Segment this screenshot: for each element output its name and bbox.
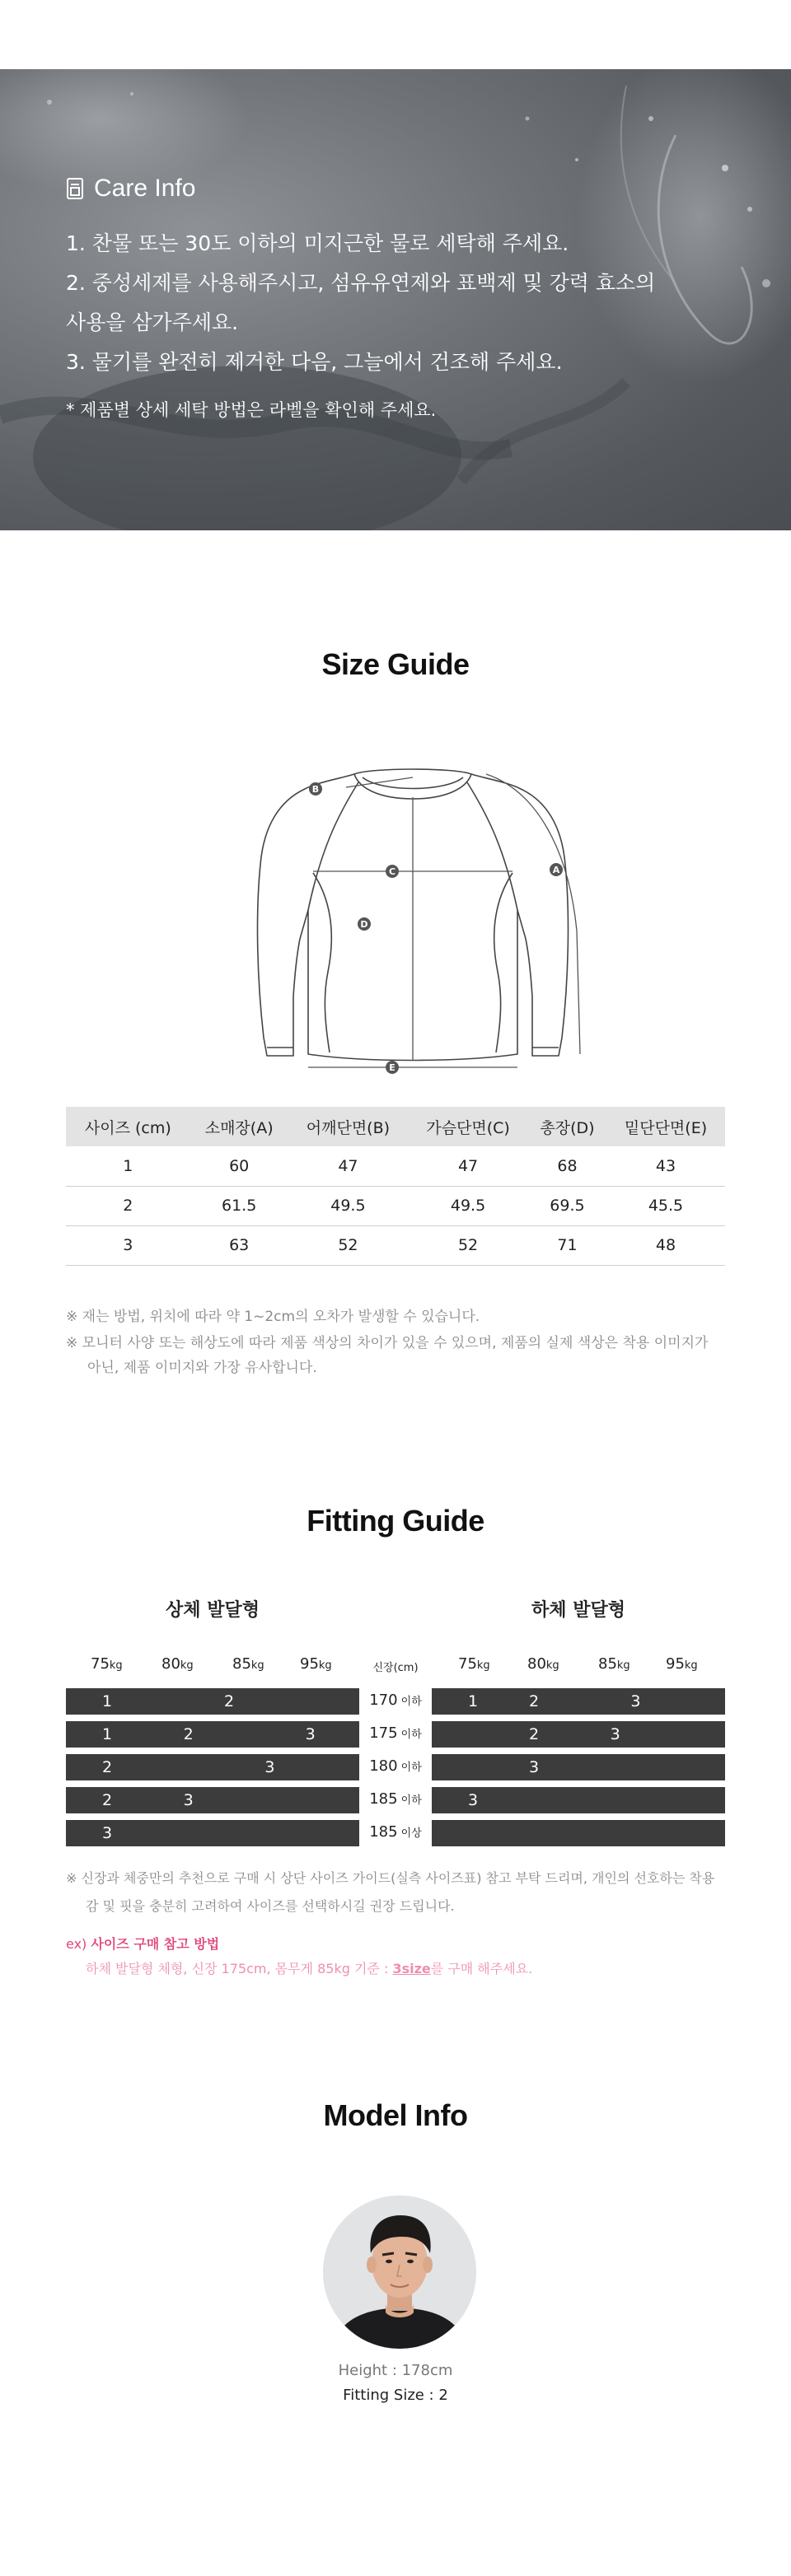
lower-body-label: 하체 발달형 xyxy=(531,1600,625,1621)
care-note: * 제품별 상세 세탁 방법은 라벨을 확인해 주세요. xyxy=(66,400,437,420)
size-cell: 49.5 xyxy=(288,1186,408,1225)
size-cell: 45.5 xyxy=(606,1186,725,1225)
fitting-bar xyxy=(432,1721,725,1748)
weight-header: 80kg xyxy=(161,1655,194,1673)
fitting-size-label: 2 xyxy=(183,1725,194,1743)
size-col-header: 밑단단면(E) xyxy=(606,1107,725,1146)
model-avatar xyxy=(323,2196,476,2349)
weight-header: 95kg xyxy=(666,1655,698,1673)
size-cell: 48 xyxy=(606,1225,725,1265)
size-cell: 63 xyxy=(190,1225,288,1265)
weight-header: 75kg xyxy=(91,1655,123,1673)
table-row xyxy=(66,1225,725,1265)
model-height: Height : 178cm xyxy=(338,2362,453,2379)
size-cell: 47 xyxy=(408,1146,528,1186)
size-cell: 1 xyxy=(66,1146,190,1186)
size-notes xyxy=(66,1304,725,1382)
size-guide-title: Size Guide xyxy=(321,647,470,681)
size-table xyxy=(66,1107,725,1266)
size-cell: 68 xyxy=(528,1146,606,1186)
fitting-size-label: 2 xyxy=(529,1692,540,1710)
height-column-header: 신장(cm) xyxy=(372,1662,419,1674)
example-title: ex) 사이즈 구매 참고 방법 xyxy=(66,1936,220,1952)
fitting-size-label: 3 xyxy=(630,1692,641,1710)
fitting-size-label: 1 xyxy=(102,1725,113,1743)
diagram-label-a: A xyxy=(552,865,560,875)
size-col-header: 사이즈 (cm) xyxy=(66,1107,190,1146)
fitting-size-label: 2 xyxy=(102,1791,113,1809)
size-cell: 61.5 xyxy=(190,1186,288,1225)
table-row xyxy=(66,1186,725,1225)
fitting-size-label: 1 xyxy=(102,1692,113,1710)
fitting-size-label: 3 xyxy=(305,1725,316,1743)
fitting-size-label: 2 xyxy=(102,1758,113,1776)
weight-header: 85kg xyxy=(232,1655,264,1673)
weight-header: 95kg xyxy=(300,1655,332,1673)
diagram-label-c: C xyxy=(388,866,396,877)
size-cell: 69.5 xyxy=(528,1186,606,1225)
model-fitting-size: Fitting Size : 2 xyxy=(343,2387,448,2404)
size-cell: 52 xyxy=(288,1225,408,1265)
care-info-title: Care Info xyxy=(94,175,196,202)
care-info-heading xyxy=(66,175,195,203)
care-instructions xyxy=(66,224,655,382)
garment-measurement-diagram xyxy=(239,749,585,1087)
diagram-label-e: E xyxy=(389,1062,396,1073)
size-cell: 49.5 xyxy=(408,1186,528,1225)
upper-body-label: 상체 발달형 xyxy=(166,1600,260,1621)
fitting-note xyxy=(66,1864,725,1920)
size-col-header: 어깨단면(B) xyxy=(288,1107,408,1146)
fitting-bar xyxy=(432,1754,725,1780)
fitting-size-label: 3 xyxy=(264,1758,275,1776)
height-label: 175 이하 xyxy=(369,1724,422,1742)
fitting-guide-title: Fitting Guide xyxy=(307,1504,484,1538)
fitting-size-label: 3 xyxy=(183,1791,194,1809)
example-text: 하체 발달형 체형, 신장 175cm, 몸무게 85kg 기준 : 3size를 구매 해주세요. xyxy=(86,1961,533,1976)
care-line: 2. 중성세제를 사용해주시고, 섬유유연제와 표백제 및 강력 효소의 xyxy=(66,271,656,295)
size-cell: 47 xyxy=(288,1146,408,1186)
height-label: 185 이상 xyxy=(369,1823,422,1841)
fitting-size-label: 3 xyxy=(468,1791,479,1809)
fitting-size-label: 3 xyxy=(529,1758,540,1776)
height-label: 180 이하 xyxy=(369,1757,422,1775)
size-purchase-example xyxy=(66,1932,532,1981)
size-cell: 71 xyxy=(528,1225,606,1265)
fitting-bar xyxy=(432,1820,725,1846)
care-line: 사용을 삼가주세요. xyxy=(66,310,239,334)
care-info-banner xyxy=(0,69,791,530)
weight-header: 75kg xyxy=(458,1655,490,1673)
size-cell: 2 xyxy=(66,1186,190,1225)
model-portrait xyxy=(323,2196,476,2349)
size-note: ※ 재는 방법, 위치에 따라 약 1~2cm의 오차가 발생할 수 있습니다. xyxy=(66,1309,480,1325)
fitting-size-label: 3 xyxy=(610,1725,620,1743)
fitting-size-label: 2 xyxy=(529,1725,540,1743)
size-cell: 52 xyxy=(408,1225,528,1265)
height-label: 170 이하 xyxy=(369,1692,422,1709)
fitting-size-label: 2 xyxy=(224,1692,235,1710)
diagram-label-d: D xyxy=(360,919,368,930)
size-col-header: 소매장(A) xyxy=(190,1107,288,1146)
size-cell: 60 xyxy=(190,1146,288,1186)
weight-header: 85kg xyxy=(598,1655,630,1673)
care-label-icon xyxy=(66,177,84,200)
size-cell: 43 xyxy=(606,1146,725,1186)
size-cell: 3 xyxy=(66,1225,190,1265)
weight-header: 80kg xyxy=(527,1655,559,1673)
care-line: 3. 물기를 완전히 제거한 다음, 그늘에서 건조해 주세요. xyxy=(66,350,563,374)
size-note: ※ 모니터 사양 또는 해상도에 따라 제품 색상의 차이가 있을 수 있으며, 제품의 실제 색상은 착용 이미지가 아닌, 제품 이미지와 가장 유사합니다. xyxy=(66,1335,709,1376)
fitting-note-text: ※ 신장과 체중만의 추천으로 구매 시 상단 사이즈 가이드(실측 사이즈표) 참고 부탁 드리며, 개인의 선호하는 착용감 및 핏을 충분히 고려하여 사이즈를 선택하시길 권장 드립니다. xyxy=(66,1870,715,1914)
size-col-header: 총장(D) xyxy=(528,1107,606,1146)
diagram-label-b: B xyxy=(311,784,320,795)
model-info-title: Model Info xyxy=(323,2098,468,2132)
size-col-header: 가슴단면(C) xyxy=(408,1107,528,1146)
table-row xyxy=(66,1146,725,1186)
size-table-header xyxy=(66,1107,725,1146)
fitting-size-label: 1 xyxy=(468,1692,479,1710)
height-label: 185 이하 xyxy=(369,1790,422,1808)
care-line: 1. 찬물 또는 30도 이하의 미지근한 물로 세탁해 주세요. xyxy=(66,231,569,255)
fitting-size-label: 3 xyxy=(102,1824,113,1842)
